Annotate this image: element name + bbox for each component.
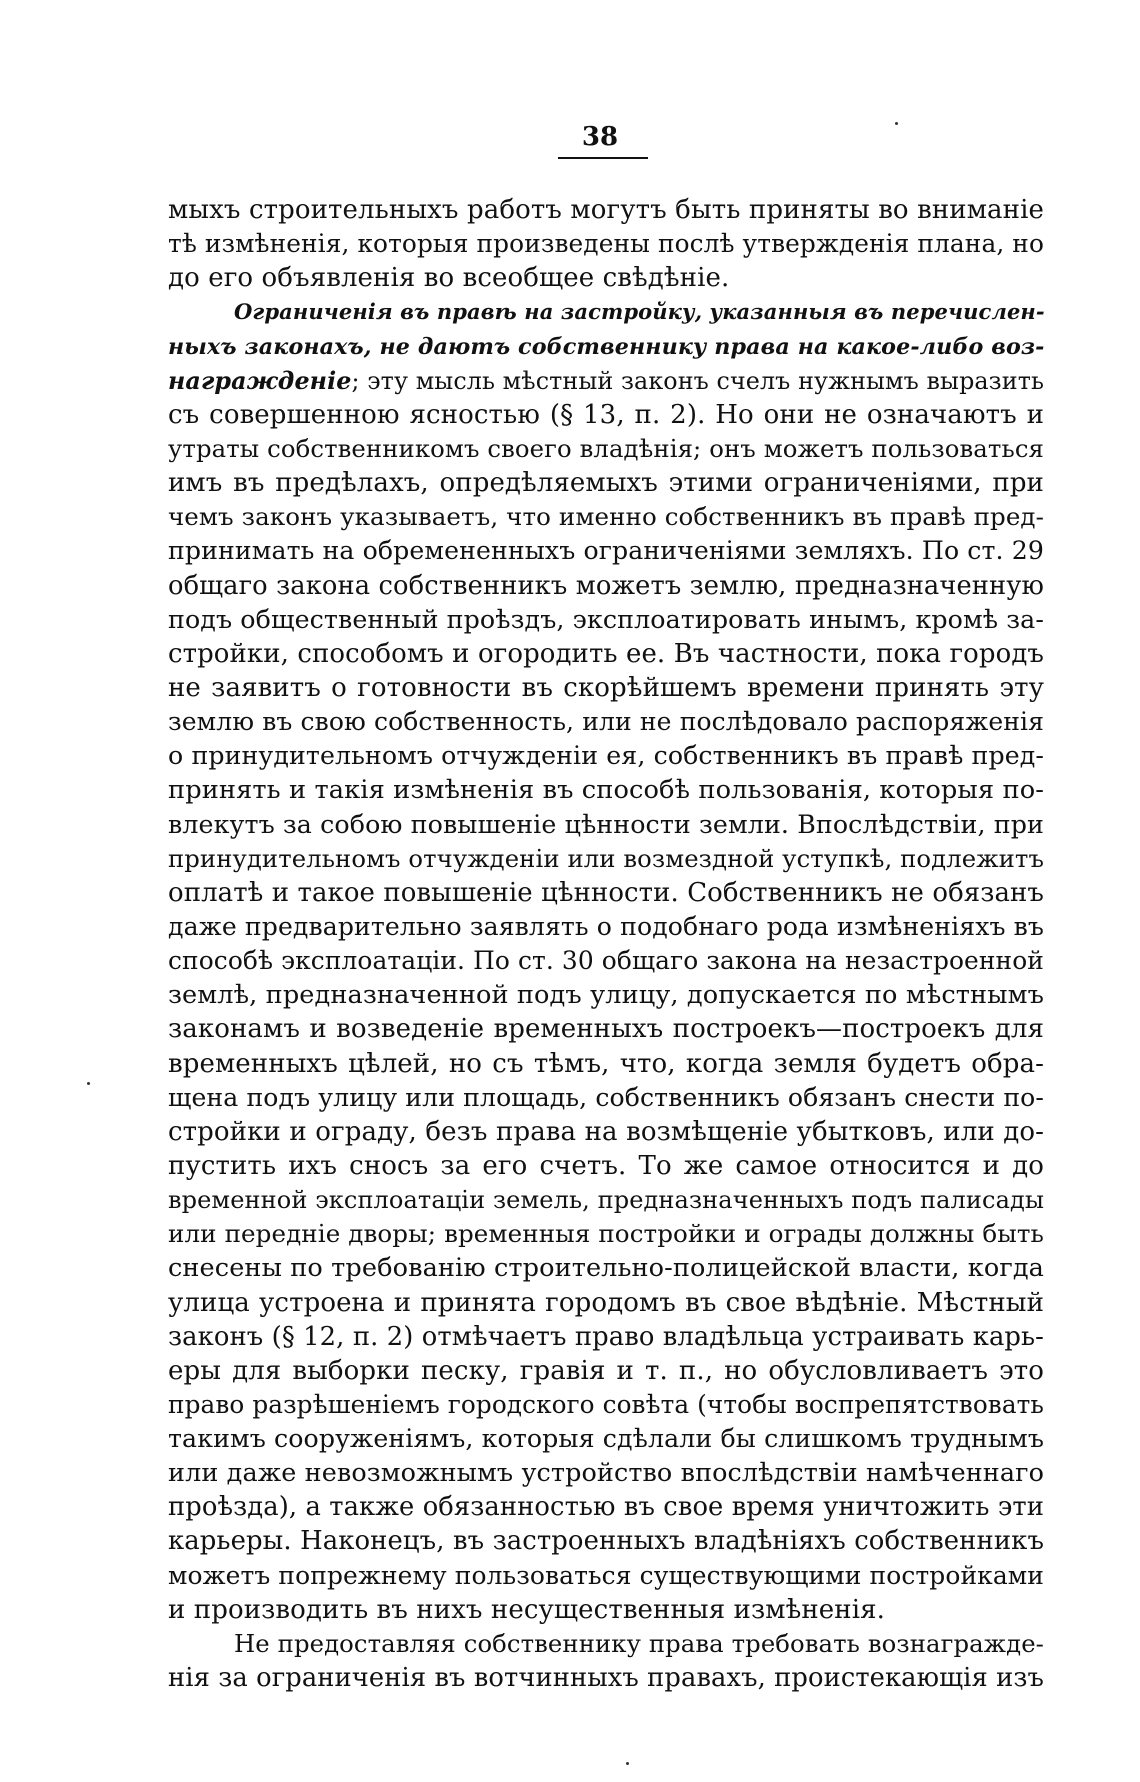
- text-line: пустить ихъ сносъ за его счетъ. То же самое относится и до: [168, 1150, 1044, 1181]
- text-line: и производить въ нихъ несущественныя измѣненія.: [168, 1594, 885, 1625]
- text-line: принимать на обремененныхъ ограниченіями земляхъ. По ст. 29: [168, 536, 1045, 566]
- text-line: проѣзда), а также обязанностью въ свое время уничтожить эти: [168, 1492, 1044, 1523]
- text-line: стройки, способомъ и огородить ее. Въ частности, пока городъ: [168, 638, 1044, 669]
- text-line: Не предоставляя собственнику права требовать вознагражде-: [234, 1628, 1044, 1658]
- text-line: съ совершенною ясностью (§ 13, п. 2). Но они не означаютъ и: [168, 399, 1044, 430]
- italic-emphasis: ныхъ законахъ, не даютъ собственнику права на какое-либо воз-: [168, 333, 1045, 360]
- text-line: принудительномъ отчужденіи или возмездной уступкѣ, подлежитъ: [168, 843, 1044, 873]
- text-line: общаго закона собственникъ можетъ землю, предназначенную: [168, 570, 1044, 601]
- italic-emphasis: Ограниченія въ правѣ на застройку, указанныя въ перечислен-: [234, 299, 1045, 325]
- italic-emphasis: награжденіе: [168, 366, 352, 395]
- text-line: или даже невозможнымъ устройство впослѣдствіи намѣченнаго: [168, 1458, 1044, 1489]
- text-line: щена подъ улицу или площадь, собственникъ обязанъ снести по-: [168, 1082, 1044, 1112]
- text-line: чемъ законъ указываетъ, что именно собственникъ въ правѣ пред-: [168, 502, 1044, 532]
- text-line: награжденіе; эту мысль мѣстный законъ счелъ нужнымъ выразить: [168, 366, 1044, 395]
- text-line: улица устроена и принята городомъ въ свое вѣдѣніе. Мѣстный: [168, 1287, 1044, 1318]
- text-line: можетъ попрежнему пользоваться существующими постройками: [168, 1560, 1044, 1590]
- text-line: подъ общественный проѣздъ, эксплоатировать инымъ, кромѣ за-: [168, 604, 1045, 634]
- text-line: еры для выборки песку, гравія и т. п., но обусловливаетъ это: [168, 1355, 1044, 1386]
- scan-speck: [895, 122, 898, 125]
- text-line: оплатѣ и такое повышеніе цѣнности. Собственникъ не обязанъ: [168, 877, 1044, 908]
- text-line: законъ (§ 12, п. 2) отмѣчаетъ право владѣльца устраивать карь-: [168, 1321, 1044, 1352]
- page-number-rule: [558, 157, 648, 159]
- scan-speck: [626, 1762, 629, 1765]
- text-line: утраты собственникомъ своего владѣнія; онъ можетъ пользоваться: [168, 433, 1044, 463]
- text-line: до его объявленія во всеобщее свѣдѣніе.: [168, 263, 730, 294]
- text-line: не заявитъ о готовности въ скорѣйшемъ времени принять эту: [168, 672, 1044, 703]
- text-line: о принудительномъ отчужденіи ея, собственникъ въ правѣ пред-: [168, 741, 1044, 771]
- page-body: [168, 193, 1044, 1695]
- text-line: способѣ эксплоатаціи. По ст. 30 общаго закона на незастроенной: [168, 946, 1044, 976]
- text-line: принять и такія измѣненія въ способѣ пользованія, которыя по-: [168, 775, 1044, 806]
- text-line: [168, 330, 1044, 364]
- text-line: имъ въ предѣлахъ, опредѣляемыхъ этими ограниченіями, при: [168, 468, 1044, 499]
- text-line: мыхъ строительныхъ работъ могутъ быть приняты во вниманіе: [168, 195, 1044, 225]
- text-line: временныхъ цѣлей, но съ тѣмъ, что, когда земля будетъ обра-: [168, 1048, 1044, 1079]
- text-line: влекутъ за собою повышеніе цѣнности земли. Впослѣдствіи, при: [168, 809, 1044, 839]
- scan-speck: [87, 1082, 90, 1085]
- text-line: такимъ сооруженіямъ, которыя сдѣлали бы слишкомъ труднымъ: [168, 1424, 1044, 1454]
- text-line: нія за ограниченія въ вотчинныхъ правахъ, проистекающія изъ: [168, 1663, 1044, 1694]
- page-number: 38: [581, 122, 619, 152]
- text-line: землю въ свою собственность, или не послѣдовало распоряженія: [168, 707, 1044, 737]
- text-line: законамъ и возведеніе временныхъ построекъ—построекъ для: [168, 1014, 1044, 1045]
- text-line: или передніе дворы; временныя постройки и ограды должны быть: [168, 1219, 1044, 1249]
- text-line: временной эксплоатаціи земель, предназначенныхъ подъ палисады: [168, 1186, 1045, 1215]
- text-line: даже предварительно заявлять о подобнаго рода измѣненіяхъ въ: [168, 911, 1044, 941]
- text-line: землѣ, предназначенной подъ улицу, допускается по мѣстнымъ: [168, 980, 1044, 1011]
- text-line: тѣ измѣненія, которыя произведены послѣ утвержденія плана, но: [168, 229, 1044, 259]
- text-line: право разрѣшеніемъ городского совѣта (чтобы воспрепятствовать: [168, 1389, 1044, 1419]
- text-line: карьеры. Наконецъ, въ застроенныхъ владѣніяхъ собственникъ: [168, 1526, 1044, 1557]
- text-line: стройки и ограду, безъ права на возмѣщеніе убытковъ, или до-: [168, 1116, 1044, 1147]
- text-line: [168, 295, 1044, 329]
- text-line: снесены по требованію строительно-полицейской власти, когда: [168, 1253, 1044, 1284]
